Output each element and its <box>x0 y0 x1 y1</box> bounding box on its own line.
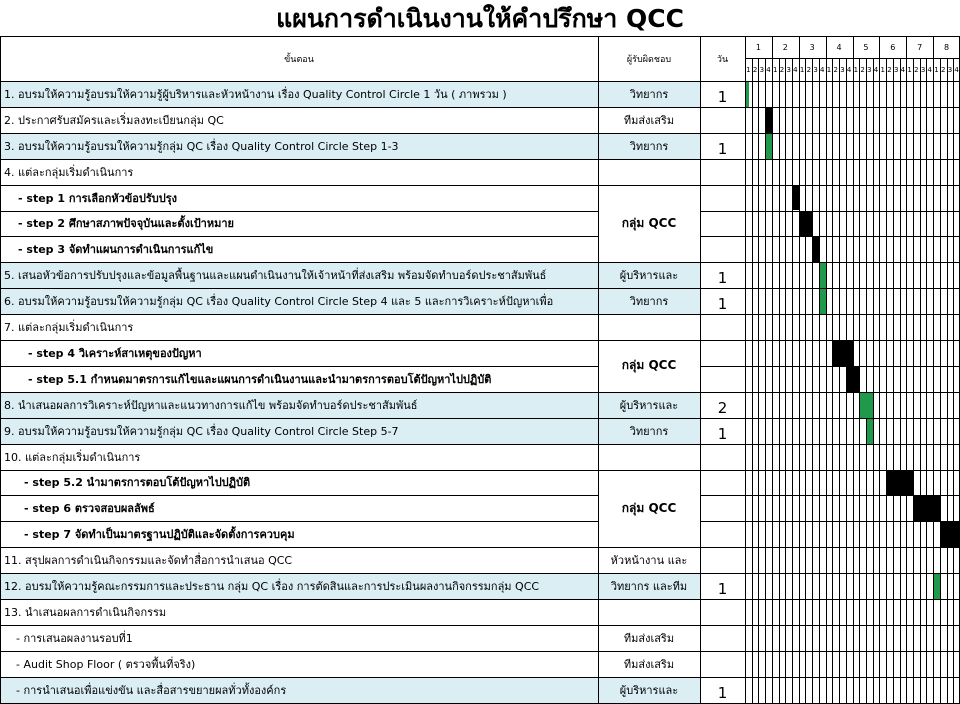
grid-line <box>953 58 954 703</box>
group-responsible-cell: กลุ่ม QCC <box>621 215 677 230</box>
grid-line <box>0 366 598 367</box>
subweek-label: 2 <box>914 65 919 74</box>
subweek-label: 1 <box>880 65 885 74</box>
grid-line <box>700 521 960 522</box>
task-cell: - step 2 ศึกษาสภาพปัจจุบันและตั้งเป้าหมาย <box>18 217 234 231</box>
subweek-label: 3 <box>947 65 953 74</box>
days-cell: 1 <box>717 580 728 599</box>
subweek-label: 1 <box>746 65 751 74</box>
days-cell: 1 <box>717 683 728 702</box>
task-cell: 3. อบรมให้ความรู้อบรมให้ความรู้กลุ่ม QC เรื่อง Quality Control Circle Step 1-3 <box>0 133 598 159</box>
grid-line <box>839 58 840 703</box>
grid-line <box>0 159 960 160</box>
responsible-cell: ผู้บริหารและ <box>598 392 700 418</box>
gantt-bar <box>941 522 960 547</box>
week-label: 7 <box>917 42 923 52</box>
grid-line <box>900 58 901 703</box>
task-cell: 1. อบรมให้ความรู้อบรมให้ความรู้ผู้บริหารและหัวหน้างาน เรื่อง Quality Control Circle 1 วัน ( ภาพรวม ) <box>0 81 598 107</box>
grid-line <box>920 58 921 703</box>
grid-line <box>0 703 960 704</box>
grid-line <box>826 36 827 703</box>
subweek-label: 2 <box>779 65 785 74</box>
grid-line <box>700 36 701 703</box>
week-label: 4 <box>836 42 842 52</box>
days-cell <box>700 599 745 625</box>
responsible-cell: วิทยากร และทีม <box>598 573 700 599</box>
header-responsible: ผู้รับผิดชอบ <box>626 54 672 65</box>
responsible-cell: ทีมส่งเสริม <box>623 657 675 671</box>
grid-line <box>700 211 960 212</box>
task-cell: - step 4 วิเคราะห์สาเหตุของปัญหา <box>28 346 202 360</box>
days-cell <box>700 625 745 651</box>
task-cell: - การนำเสนอเพื่อแข่งขัน และสื่อสารขยายผลทั่วทั้งองค์กร <box>0 677 598 703</box>
days-cell <box>700 340 745 366</box>
grid-line <box>0 651 960 652</box>
grid-line <box>779 58 780 703</box>
grid-line <box>0 599 960 600</box>
grid-line <box>0 340 960 341</box>
grid-line <box>0 470 960 471</box>
responsible-cell: ผู้บริหารและ <box>598 677 700 703</box>
gantt-bar <box>867 419 873 444</box>
grid-line <box>940 58 941 703</box>
grid-line <box>913 58 914 703</box>
grid-line <box>785 58 786 703</box>
days-cell: 1 <box>717 87 728 106</box>
subweek-label: 2 <box>806 65 812 74</box>
grid-line <box>0 81 960 82</box>
week-label: 5 <box>863 42 869 52</box>
grid-line <box>0 444 960 445</box>
grid-line <box>0 236 598 237</box>
subweek-label: 2 <box>887 65 892 74</box>
subweek-label: 3 <box>920 65 926 74</box>
task-cell: 11. สรุปผลการดำเนินกิจกรรมและจัดทำสื่อการนำเสนอ QCC <box>4 554 293 568</box>
task-cell: - step 7 จัดทำเป็นมาตรฐานปฏิบัติและจัดตั้งการควบคุม <box>24 528 295 542</box>
gantt-bar <box>746 82 749 107</box>
grid-line <box>947 58 948 703</box>
subweek-label: 3 <box>759 65 765 74</box>
days-cell <box>700 547 745 573</box>
grid-line <box>886 58 887 703</box>
grid-line <box>866 58 867 703</box>
responsible-cell: วิทยากร <box>598 81 700 107</box>
gantt-bar <box>766 134 772 159</box>
subweek-label: 1 <box>907 65 912 74</box>
header-days: วัน <box>716 54 729 65</box>
grid-line <box>700 236 960 237</box>
grid-line <box>906 36 907 703</box>
grid-line <box>0 107 960 108</box>
grid-line <box>0 36 960 37</box>
grid-line <box>792 58 793 703</box>
responsible-cell <box>598 314 700 340</box>
responsible-cell <box>598 599 700 625</box>
grid-line <box>0 211 598 212</box>
task-cell: - step 1 การเลือกหัวข้อปรับปรุง <box>18 191 178 205</box>
task-cell: 2. ประกาศรับสมัครและเริ่มลงทะเบียนกลุ่ม QC <box>4 113 224 127</box>
gantt-bar <box>914 496 940 521</box>
grid-line <box>873 58 874 703</box>
grid-line <box>0 185 960 186</box>
subweek-label: 4 <box>954 65 959 74</box>
subweek-label: 1 <box>799 65 805 74</box>
grid-line <box>758 58 759 703</box>
task-cell: 9. อบรมให้ความรู้อบรมให้ความรู้กลุ่ม QC เรื่อง Quality Control Circle Step 5-7 <box>0 418 598 444</box>
grid-line <box>0 547 960 548</box>
days-cell: 2 <box>717 398 728 417</box>
days-cell: 1 <box>717 295 728 314</box>
days-cell <box>700 444 745 470</box>
responsible-cell: ผู้บริหารและ <box>598 262 700 288</box>
grid-line <box>0 677 960 678</box>
subweek-label: 1 <box>773 65 778 74</box>
gantt-bar <box>800 212 812 237</box>
week-label: 6 <box>890 42 896 52</box>
group-responsible-cell: กลุ่ม QCC <box>621 500 677 515</box>
task-cell: 4. แต่ละกลุ่มเริ่มดำเนินการ <box>4 165 134 179</box>
task-cell: 6. อบรมให้ความรู้อบรมให้ความรู้กลุ่ม QC เรื่อง Quality Control Circle Step 4 และ 5 และการวิเคราะห์ปัญหาเพื่อ <box>0 288 598 314</box>
subweek-label: 4 <box>873 65 879 74</box>
grid-line <box>0 392 960 393</box>
subweek-label: 3 <box>813 65 818 74</box>
responsible-cell: ทีมส่งเสริม <box>623 113 675 127</box>
grid-line <box>0 625 960 626</box>
responsible-cell: วิทยากร <box>598 418 700 444</box>
gantt-bar <box>860 393 872 418</box>
subweek-label: 2 <box>860 65 865 74</box>
days-cell <box>700 185 745 211</box>
grid-line <box>700 366 960 367</box>
grid-line <box>893 58 894 703</box>
grid-line <box>745 36 746 703</box>
week-label: 3 <box>809 42 815 52</box>
gantt-bar <box>813 237 819 262</box>
days-cell <box>700 159 745 185</box>
gantt-bar <box>887 471 913 496</box>
subweek-label: 4 <box>820 65 825 74</box>
responsible-cell: ทีมส่งเสริม <box>623 631 675 645</box>
subweek-label: 2 <box>752 65 758 74</box>
gantt-bar <box>820 263 826 288</box>
task-cell: - step 3 จัดทำแผนการดำเนินการแก้ไข <box>18 243 214 257</box>
days-cell <box>700 236 745 262</box>
days-cell: 1 <box>717 424 728 443</box>
subweek-label: 3 <box>786 65 791 74</box>
grid-line <box>0 36 1 703</box>
task-cell: 10. แต่ละกลุ่มเริ่มดำเนินการ <box>4 450 141 464</box>
grid-line <box>772 36 773 703</box>
subweek-label: 4 <box>846 65 852 74</box>
task-cell: 13. นำเสนอผลการดำเนินกิจกรรม <box>4 605 167 619</box>
days-cell: 1 <box>717 139 728 158</box>
task-cell: - Audit Shop Floor ( ตรวจพื้นที่จริง) <box>16 657 196 671</box>
gantt-bar <box>934 574 940 599</box>
group-responsible-cell: กลุ่ม QCC <box>621 358 677 373</box>
subweek-label: 2 <box>940 65 946 74</box>
days-cell <box>700 366 745 392</box>
subweek-label: 3 <box>867 65 872 74</box>
grid-line <box>805 58 806 703</box>
subweek-label: 2 <box>833 65 838 74</box>
days-cell <box>700 651 745 677</box>
grid-line <box>0 495 598 496</box>
grid-line <box>859 58 860 703</box>
grid-line <box>0 262 960 263</box>
grid-line <box>933 36 934 703</box>
task-cell: 8. นำเสนอผลการวิเคราะห์ปัญหาและแนวทางการแก้ไข พร้อมจัดทำบอร์ดประชาสัมพันธ์ <box>0 392 598 418</box>
grid-line <box>0 314 960 315</box>
days-cell <box>700 107 745 133</box>
days-cell <box>700 521 745 547</box>
grid-line <box>832 58 833 703</box>
task-cell: - การเสนอผลงานรอบที่1 <box>16 631 133 645</box>
grid-line <box>0 418 960 419</box>
responsible-cell: วิทยากร <box>598 288 700 314</box>
days-cell: 1 <box>717 269 728 288</box>
grid-line <box>0 288 960 289</box>
subweek-label: 4 <box>927 65 932 74</box>
days-cell <box>700 495 745 521</box>
gantt-bar <box>793 186 799 211</box>
grid-line <box>752 58 753 703</box>
subweek-label: 3 <box>840 65 845 74</box>
grid-line <box>819 58 820 703</box>
grid-line <box>598 36 599 703</box>
header-step: ขั้นตอน <box>284 54 314 65</box>
grid-line <box>926 58 927 703</box>
grid-line <box>799 36 800 703</box>
subweek-label: 4 <box>766 65 771 74</box>
subweek-label: 4 <box>793 65 798 74</box>
responsible-cell: วิทยากร <box>598 133 700 159</box>
gantt-bar <box>766 108 772 133</box>
gantt-bar <box>833 341 852 366</box>
days-cell <box>700 211 745 237</box>
task-cell: 7. แต่ละกลุ่มเริ่มดำเนินการ <box>4 321 134 335</box>
task-cell: 12. อบรมให้ความรู้คณะกรรมการและประธาน กลุ่ม QC เรื่อง การตัดสินและการประเมินผลงานกิจกรรมกลุ่ม QCC <box>0 573 598 599</box>
subweek-label: 1 <box>934 65 939 74</box>
grid-line <box>879 36 880 703</box>
week-label: 8 <box>944 42 950 52</box>
responsible-cell: หัวหน้างาน และ <box>610 554 688 568</box>
days-cell <box>700 470 745 496</box>
days-cell <box>700 314 745 340</box>
subweek-label: 1 <box>853 65 859 74</box>
page-title: แผนการดำเนินงานให้คำปรึกษา QCC <box>276 4 684 33</box>
responsible-cell <box>598 159 700 185</box>
subweek-label: 4 <box>900 65 906 74</box>
gantt-bar <box>847 367 859 392</box>
grid-line <box>0 521 598 522</box>
week-label: 1 <box>755 42 761 52</box>
grid-line <box>812 58 813 703</box>
responsible-cell <box>598 444 700 470</box>
task-cell: - step 5.2 นำมาตรการตอบโต้ปัญหาไปปฏิบัติ <box>24 476 251 490</box>
subweek-label: 1 <box>826 65 832 74</box>
task-cell: 5. เสนอหัวข้อการปรับปรุงและข้อมูลพื้นฐานและแผนดำเนินงานให้เจ้าหน้าที่ส่งเสริม พร้อมจัดทำบอร์ดประชาสัมพันธ์ <box>0 262 598 288</box>
grid-line <box>0 573 960 574</box>
gantt-bar <box>820 289 826 314</box>
week-label: 2 <box>782 42 788 52</box>
subweek-label: 3 <box>893 65 899 74</box>
task-cell: - step 5.1 กำหนดมาตรการแก้ไขและแผนการดำเนินงานและนำมาตรการตอบโต้ปัญหาไปปฏิบัติ <box>28 372 492 386</box>
grid-line <box>0 133 960 134</box>
task-cell: - step 6 ตรวจสอบผลลัพธ์ <box>24 502 155 516</box>
